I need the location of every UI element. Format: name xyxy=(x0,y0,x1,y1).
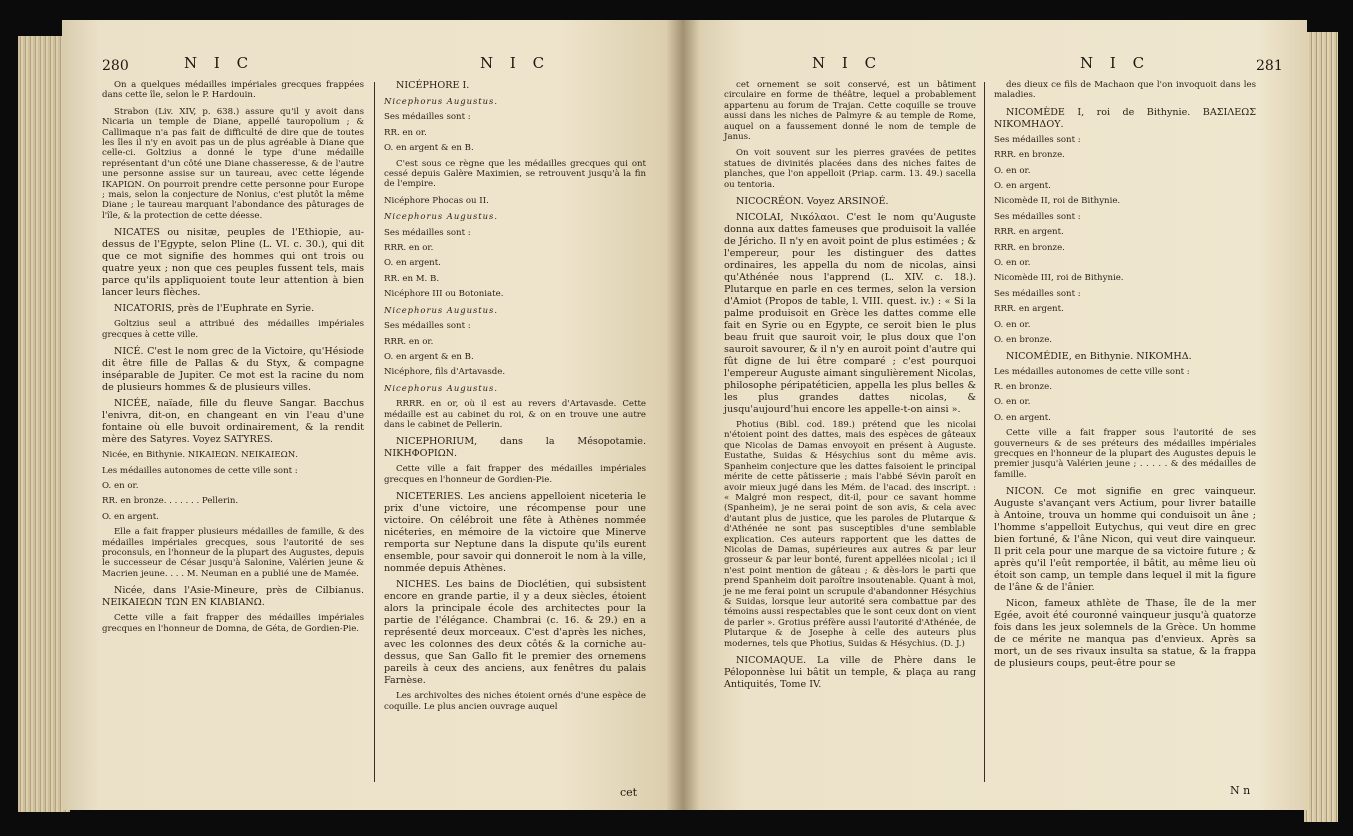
list-line: O. en argent & en B. xyxy=(384,143,474,154)
list-line: Nicéphore Phocas ou II. xyxy=(384,195,489,206)
text-paragraph: RRRR. en or, où il est au revers d'Artavasde. Cette médaille est au cabinet du roi, & on en trouve une autre dans le cabinet de Pellerin. xyxy=(384,399,646,430)
open-book xyxy=(18,6,1338,832)
entry-paragraph: NICOCRÉON. Voyez ARSINOÉ. xyxy=(736,196,889,208)
left-column-1 xyxy=(102,80,364,640)
list-line: Nicéphore, fils d'Artavasde. xyxy=(384,367,506,378)
entry-paragraph: NICÉ. C'est le nom grec de la Victoire, qu'Hésiode dit être fille de Pallas & du Styx, & compagne inséparable de Jupiter. Ce mot est la racine du nom de plusieurs hommes & de plusieurs villes. xyxy=(102,346,364,394)
list-line: O. en or. xyxy=(102,480,139,491)
book-gutter xyxy=(666,20,700,810)
entry-paragraph: NICEPHORIUM, dans la Mésopotamie. ΝΙΚΗΦΟΡΙΩΝ. xyxy=(384,436,646,460)
left-catchword: cet xyxy=(620,786,638,799)
list-line: Nicée, en Bithynie. ΝΙΚΑΙΕΩΝ. ΝΕΙΚΑΙΕΩΝ. xyxy=(102,450,298,461)
list-line: O. en argent. xyxy=(994,412,1051,423)
text-paragraph: Elle a fait frapper plusieurs médailles de famille, & des médailles impériales grecques, sous l'autorité de ses proconsuls, en l'honneur de la plupart des Augustes, depuis le successeur de César jusqu'à Salonine, Valérien jeune & Macrien jeune. . . . M. Neuman en a publié une de Mamée. xyxy=(102,527,364,579)
legend-line: Nicephorus Augustus. xyxy=(384,382,499,393)
right-column-1 xyxy=(724,80,976,695)
text-paragraph: des dieux ce fils de Machaon que l'on invoquoit dans les maladies. xyxy=(994,80,1256,101)
list-line: Ses médailles sont : xyxy=(384,321,471,332)
right-folio: 281 xyxy=(1256,58,1283,74)
list-line: O. en or. xyxy=(994,319,1031,330)
text-paragraph: C'est sous ce règne que les médailles grecques qui ont cessé depuis Galère Maximien, se retrouvent jusqu'à la fin de l'empire. xyxy=(384,158,646,190)
entry-paragraph: NICOMAQUE. La ville de Phère dans le Péloponnèse lui bâtit un temple, & plaça au rang Antiquités, Tome IV. xyxy=(724,655,976,690)
text-paragraph: Les archivoltes des niches étoient ornés d'une espèce de coquille. Le plus ancien ouvrage auquel xyxy=(384,691,646,712)
list-line: Ses médailles sont : xyxy=(384,227,471,238)
right-catchword: N n xyxy=(1230,784,1251,797)
list-line: Ses médailles sont : xyxy=(994,211,1081,222)
list-line: RR. en bronze. . . . . . . Pellerin. xyxy=(102,496,239,507)
left-folio: 280 xyxy=(102,58,129,74)
list-line: Nicomède III, roi de Bithynie. xyxy=(994,273,1124,284)
text-paragraph: Photius (Bibl. cod. 189.) prétend que les nicolai n'étoient point des dattes, mais des espèces de gâteaux que Nicolas de Damas envoyoit en présent à Auguste. Eustathe, Suidas & Hésychius sont du même avis. Spanheim conjecture que les dattes faisoient le principal mérite de cette pâtisserie ; mais l'abbé Sévin paroît en avoir mieux jugé dans les Mém. de l'acad. des inscript. : « Malgré mon respect, dit-il, pour ce savant homme (Spanheim), je ne serai point de son avis, & cela avec d'autant plus de justice, que les paroles de Plutarque & d'Athénée ne sont pas susceptibles d'une semblable explication. Ces auteurs rapportent que les dattes de Nicolas de Damas, supérieures aux autres & par leur grosseur & par leur bonté, furent appellées nicolai ; ici il n'est point mention de gâteau ; & dès-lors le parti que prend Spanheim doit paroître insoutenable. Quant à moi, je ne me ferai point un scrupule d'abandonner Hésychius & Suidas, lorsque leur autorité sera combattue par des témoins aussi respectables que le sont ceux dont on vient de parler ». Grotius préfère aussi l'autorité d'Athénée, de Plutarque & de Josephe à celle des auteurs plus modernes, tels que Photius, Suidas & Hésychius. (D. J.) xyxy=(724,420,976,649)
list-line: Les médailles autonomes de cette ville sont : xyxy=(994,366,1190,377)
right-column-2 xyxy=(994,80,1256,674)
list-line: RRR. en argent. xyxy=(994,304,1064,315)
entry-paragraph: NICOMÈDE I, roi de Bithynie. ΒΑΣΙΛΕΩΣ ΝΙΚΟΜΗΔΟΥ. xyxy=(994,106,1256,130)
list-line: O. en argent & en B. xyxy=(384,351,474,362)
text-paragraph: On a quelques médailles impériales grecques frappées dans cette île, selon le P. Hardouin. xyxy=(102,80,364,101)
text-paragraph: On voit souvent sur les pierres gravées de petites statues de divinités placées dans des niches faites de planches, que l'on appelloit (Priap. carm. 13. 49.) sacella ou tentoria. xyxy=(724,148,976,190)
left-running-head-a: N I C xyxy=(184,54,255,72)
list-line: RR. en M. B. xyxy=(384,273,440,284)
entry-paragraph: NICOMÉDIE, en Bithynie. ΝΙΚΟΜΗΔ. xyxy=(1006,350,1192,362)
list-line: RRR. en or. xyxy=(384,243,434,254)
text-paragraph: Cette ville a fait frapper des médailles impériales grecques en l'honneur de Domna, de Géta, de Gordien-Pie. xyxy=(102,613,364,634)
left-page xyxy=(62,20,682,810)
list-line: RRR. en bronze. xyxy=(994,242,1065,253)
entry-paragraph: NICATORIS, près de l'Euphrate en Syrie. xyxy=(114,303,315,315)
legend-line: Nicephorus Augustus. xyxy=(384,304,499,315)
text-paragraph: cet ornement se soit conservé, est un bâtiment circulaire en forme de théâtre, lequel a probablement appartenu au forum de Trajan. Cette coquille se trouve aussi dans les niches de Palmyre & au temple de Rome, auquel on a faussement donné le nom de temple de Janus. xyxy=(724,80,976,143)
text-paragraph: Goltzius seul a attribué des médailles impériales grecques à cette ville. xyxy=(102,319,364,340)
left-column-rule xyxy=(374,82,375,782)
list-line: O. en or. xyxy=(994,258,1031,269)
entry-paragraph: NICÉE, naïade, fille du fleuve Sangar. Bacchus l'enivra, dit-on, en changeant en vin l'eau d'une fontaine où elle buvoit ordinairement, & la rendit mère des Satyres. Voyez SATYRES. xyxy=(102,398,364,446)
left-running-head-b: N I C xyxy=(480,54,551,72)
entry-paragraph: NICOLAI, Νικόλαοι. C'est le nom qu'Auguste donna aux dattes fameuses que produisoit la vallée de Jéricho. Il n'y en avoit point de plus estimées ; & l'empereur, pour les distinguer des dattes ordinaires, les appella du nom de nicolas, ainsi qu'Athénée nous l'apprend (L. XIV. c. 18.). Plutarque en parle en ces termes, selon la version d'Amiot (Propos de table, l. VIII. quest. iv.) : « Si la palme produisoit en Grèce les dattes comme elle fait en Syrie ou en Egypte, ce seroit bien le plus beau fruit que sauroit voir, le plus doux que l'on sauroit savourer, & il n'y en auroit point d'autre qui fût digne de lui être comparé ; c'est pourquoi l'empereur Auguste aimant singulièrement Nicolas, philosophe péripatéticien, appella les plus belles & les plus grandes dattes nicolas, & jusqu'aujourd'hui encore les appelle-t-on ainsi ». xyxy=(724,212,976,416)
right-running-head-b: N I C xyxy=(1080,54,1151,72)
list-line: Les médailles autonomes de cette ville sont : xyxy=(102,465,298,476)
list-line: O. en argent. xyxy=(994,181,1051,192)
legend-line: Nicephorus Augustus. xyxy=(384,211,499,222)
left-column-2 xyxy=(384,80,646,718)
list-line: RRR. en bronze. xyxy=(994,150,1065,161)
list-line: O. en or. xyxy=(994,397,1031,408)
list-line: Nicéphore III ou Botoniate. xyxy=(384,289,504,300)
text-paragraph: Strabon (Liv. XIV, p. 638.) assure qu'il y avoit dans Nicaria un temple de Diane, appellé tauropolium ; & Callimaque n'a pas fait de difficulté de dire que de toutes les îles il n'y en avoit pas un de plus agréable à Diane que celle-ci. Goltzius a donné le type d'une médaille représentant d'un côté une Diane chasseresse, & de l'autre une personne assise sur un taureau, avec cette légende ΙΚΑΡΙΩΝ. On pourroit prendre cette personne pour Europe ; mais, selon la conjecture de Nonius, c'est plutôt la même Diane ; le taureau marquant l'abondance des pâturages de l'île, & la protection de cette déesse. xyxy=(102,106,364,221)
text-paragraph: Cette ville a fait frapper des médailles impériales grecques en l'honneur de Gordien-Pie. xyxy=(384,464,646,485)
list-line: Ses médailles sont : xyxy=(384,112,471,123)
list-line: RRR. en argent. xyxy=(994,227,1064,238)
list-line: RR. en or. xyxy=(384,127,427,138)
entry-paragraph: NICON. Ce mot signifie en grec vainqueur. Auguste s'avançant vers Actium, pour livrer bataille à Antoine, trouva un homme qui conduisoit un âne ; l'homme s'appelloit Eutychus, qui veut dire en grec bien fortuné, & l'âne Nicon, qui veut dire vainqueur. Il prit cela pour une marque de sa victoire future ; & après qu'il l'eût remportée, il bâtit, au même lieu où étoit son camp, un temple dans lequel il mit la figure de l'âne & de l'ânier. xyxy=(994,486,1256,594)
entry-paragraph: NICHES. Les bains de Dioclétien, qui subsistent encore en grande partie, il y a deux siècles, étoient alors la principale école des architectes pour la partie de l'élégance. Chambrai (c. 16. & 29.) en a représenté deux morceaux. C'est d'après les niches, avec les colonnes des deux côtés & la corniche au-dessus, que San Gallo fit le premier des ornemens pareils à ceux des anciens, aux fenêtres du palais Farnèse. xyxy=(384,579,646,687)
legend-line: Nicephorus Augustus. xyxy=(384,96,499,106)
right-page xyxy=(682,20,1307,810)
list-line: Ses médailles sont : xyxy=(994,134,1081,145)
entry-paragraph: Nicée, dans l'Asie-Mineure, près de Cilbianus. ΝΕΙΚΑΙΕΩΝ ΤΩΝ ΕΝ ΚΙΛΒΙΑΝΩ. xyxy=(102,585,364,609)
right-page-edges xyxy=(1304,32,1338,822)
list-line: Nicomède II, roi de Bithynie. xyxy=(994,196,1121,207)
list-line: Ses médailles sont : xyxy=(994,288,1081,299)
list-line: O. en argent. xyxy=(102,511,159,522)
entry-paragraph: NICÉPHORE I. xyxy=(396,80,470,91)
list-line: O. en argent. xyxy=(384,258,441,269)
list-line: O. en bronze. xyxy=(994,335,1053,346)
right-running-head-a: N I C xyxy=(812,54,883,72)
text-paragraph: Cette ville a fait frapper sous l'autorité de ses gouverneurs & de ses préteurs des médailles impériales grecques en l'honneur de la plupart des Augustes depuis le premier jusqu'à Valérien jeune ; . . . . . & des médailles de famille. xyxy=(994,428,1256,480)
entry-paragraph: NICATES ou nisitæ, peuples de l'Ethiopie, au-dessus de l'Egypte, selon Pline (L. VI. c. 30.), qui dit que ce mot signifie des hommes qui ont trois ou quatre yeux ; non que ces peuples fussent tels, mais parce qu'ils appliquoient toute leur attention à bien lancer leurs flèches. xyxy=(102,227,364,299)
list-line: RRR. en or. xyxy=(384,336,434,347)
list-line: R. en bronze. xyxy=(994,381,1052,392)
list-line: O. en or. xyxy=(994,165,1031,176)
entry-paragraph: NICETERIES. Les anciens appelloient niceteria le prix d'une victoire, une récompense pour une victoire. On célébroit une fête à Athènes nommée nicéteries, en mémoire de la victoire que Minerve remporta sur Neptune dans la dispute qu'ils eurent ensemble, pour savoir qui donneroit le nom à la ville, nommée depuis Athènes. xyxy=(384,491,646,575)
entry-paragraph: Nicon, fameux athlète de Thase, île de la mer Egée, avoit été couronné vainqueur jusqu'à quatorze fois dans les jeux solemnels de la Grèce. Un homme de ce mérite ne manqua pas d'envieux. Après sa mort, un de ses rivaux insulta sa statue, & la frappa de plusieurs coups, peut-être pour se xyxy=(994,598,1256,670)
right-column-rule xyxy=(984,82,985,782)
